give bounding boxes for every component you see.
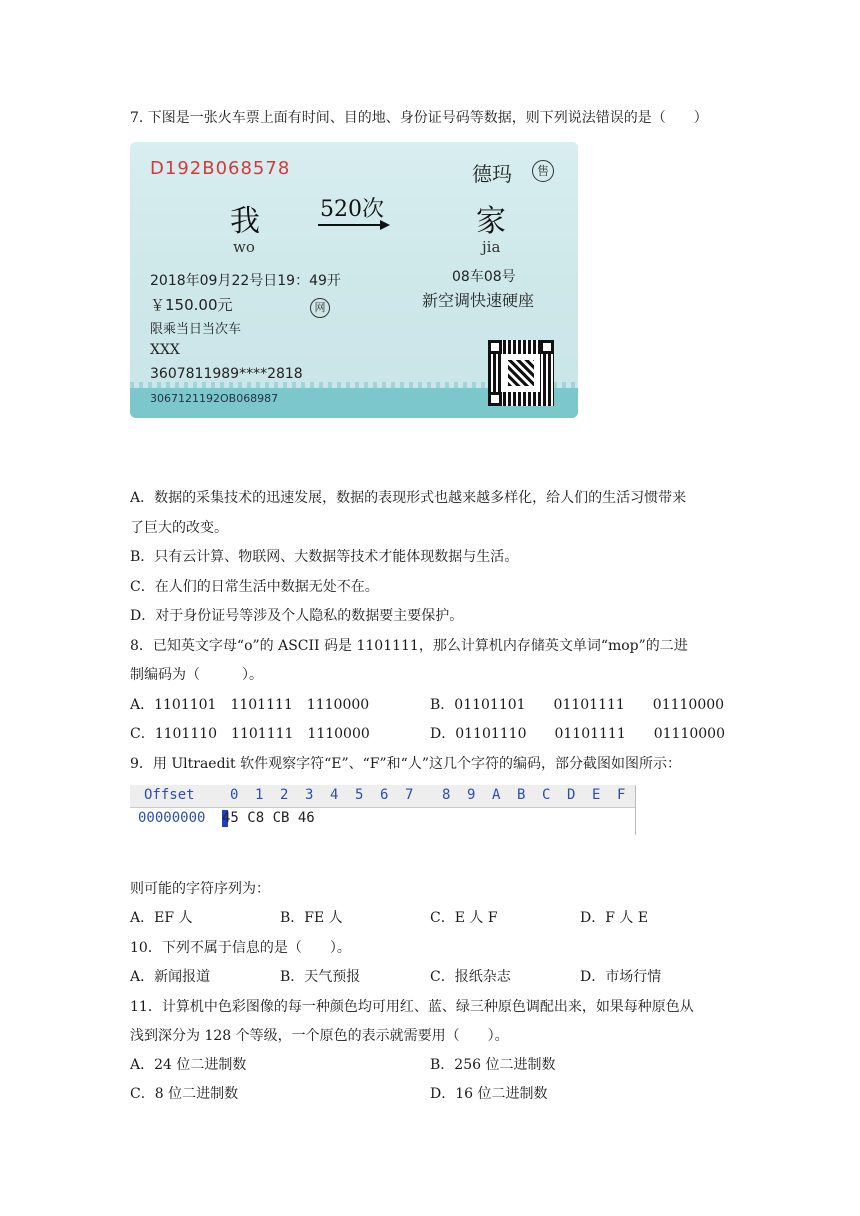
ticket-to-station: 家 <box>476 204 506 239</box>
ticket-from-station: 我 <box>230 204 260 239</box>
hex-column-header: D <box>567 787 576 803</box>
q8-option-b: B．01101101 01101111 01110000 <box>430 697 725 713</box>
q11-option-d: D．16 位二进制数 <box>430 1086 548 1102</box>
hex-column-header: 8 <box>442 787 451 803</box>
ticket-passenger-name: XXX <box>150 342 180 358</box>
q9-stem: 9．用 Ultraedit 软件观察字符“E”、“F”和“人”这几个字符的编码，部分截图如图所示： <box>130 756 681 772</box>
q7-option-a-line2: 了巨大的改变。 <box>130 520 228 536</box>
ticket-to-pinyin: jia <box>482 238 501 256</box>
ticket-train-number: 520次 <box>320 197 384 222</box>
q7-stem: 7. 下图是一张火车票上面有时间、目的地、身份证号码等数据，则下列说法错误的是（ ） <box>130 110 708 126</box>
q9-option-b: B．FE 人 <box>280 910 343 926</box>
ticket-limit-note: 限乘当日当次车 <box>150 322 242 337</box>
ticket-seat-type: 新空调快速硬座 <box>422 291 535 310</box>
hex-offset-label: Offset <box>144 787 195 803</box>
hex-column-header: 4 <box>330 787 339 803</box>
hex-bytes: 45 C8 CB 46 <box>222 810 315 826</box>
hex-column-header: C <box>542 787 551 803</box>
hex-column-header: 7 <box>405 787 414 803</box>
q11-option-a: A．24 位二进制数 <box>130 1057 247 1073</box>
hex-column-header: B <box>517 787 526 803</box>
q11-option-c: C．8 位二进制数 <box>130 1086 239 1102</box>
ticket-seller: 德玛 <box>472 162 512 186</box>
hex-column-header: 0 <box>230 787 239 803</box>
ticket-price: ￥150.00元 <box>150 296 233 314</box>
q7-option-a-line1: A．数据的采集技术的迅速发展，数据的表现形式也越来越多样化，给人们的生活习惯带来 <box>130 490 687 506</box>
q11-stem-line2: 浅到深分为 128 个等级，一个原色的表示就需要用（ ）。 <box>130 1028 509 1044</box>
ticket-net-mark: 网 <box>310 298 330 318</box>
hex-column-header: E <box>592 787 601 803</box>
q7-option-c: C．在人们的日常生活中数据无处不在。 <box>130 579 379 595</box>
q10-option-d: D．市场行情 <box>580 969 662 985</box>
q8-stem-line2: 制编码为（ ）。 <box>130 667 263 683</box>
q9-option-a: A．EF 人 <box>130 910 193 926</box>
ticket-id-number: 3607811989****2818 <box>150 366 303 382</box>
ticket-from-pinyin: wo <box>233 238 255 256</box>
qr-code-icon <box>488 340 554 406</box>
q9-option-d: D．F 人 E <box>580 910 649 926</box>
q8-stem-line1: 8．已知英文字母“o”的 ASCII 码是 1101111，那么计算机内存储英文单词“mop”的二进 <box>130 638 688 654</box>
q8-option-a: A．1101101 1101111 1110000 <box>130 697 370 713</box>
hex-column-header: 2 <box>280 787 289 803</box>
hex-column-header: 5 <box>355 787 364 803</box>
q7-option-b: B．只有云计算、物联网、大数据等技术才能体现数据与生活。 <box>130 549 519 565</box>
q9-option-c: C．E 人 F <box>430 910 498 926</box>
ticket-arrow <box>318 224 388 226</box>
q10-stem: 10．下列不属于信息的是（ ）。 <box>130 940 351 956</box>
train-ticket-image <box>130 142 578 418</box>
q11-option-b: B．256 位二进制数 <box>430 1057 556 1073</box>
hex-column-header: 6 <box>380 787 389 803</box>
q8-option-c: C．1101110 1101111 1110000 <box>130 726 370 742</box>
ticket-datetime: 2018年09月22号日19：49开 <box>150 273 341 289</box>
q11-stem-line1: 11．计算机中色彩图像的每一种颜色均可用红、蓝、绿三种原色调配出来，如果每种原色从 <box>130 999 694 1015</box>
q7-option-d: D．对于身份证号等涉及个人隐私的数据要主要保护。 <box>130 608 464 624</box>
hex-address: 00000000 <box>138 810 206 826</box>
ticket-sale-seal: 售 <box>532 160 554 182</box>
ultraedit-hex-view <box>130 785 636 835</box>
ticket-number: D192B068578 <box>150 158 291 179</box>
ticket-serial-code: 3067121192OB068987 <box>150 392 279 405</box>
hex-column-header: 1 <box>255 787 264 803</box>
q9-follow-text: 则可能的字符序列为： <box>130 881 270 897</box>
q8-option-d: D．01101110 01101111 01110000 <box>430 726 725 742</box>
hex-column-header: F <box>617 787 626 803</box>
q10-option-a: A．新闻报道 <box>130 969 211 985</box>
hex-column-header: 9 <box>467 787 476 803</box>
ticket-car-seat: 08车08号 <box>452 269 516 285</box>
q10-option-b: B．天气预报 <box>280 969 361 985</box>
hex-column-header: A <box>492 787 501 803</box>
hex-column-header: 3 <box>305 787 314 803</box>
q10-option-c: C．报纸杂志 <box>430 969 511 985</box>
